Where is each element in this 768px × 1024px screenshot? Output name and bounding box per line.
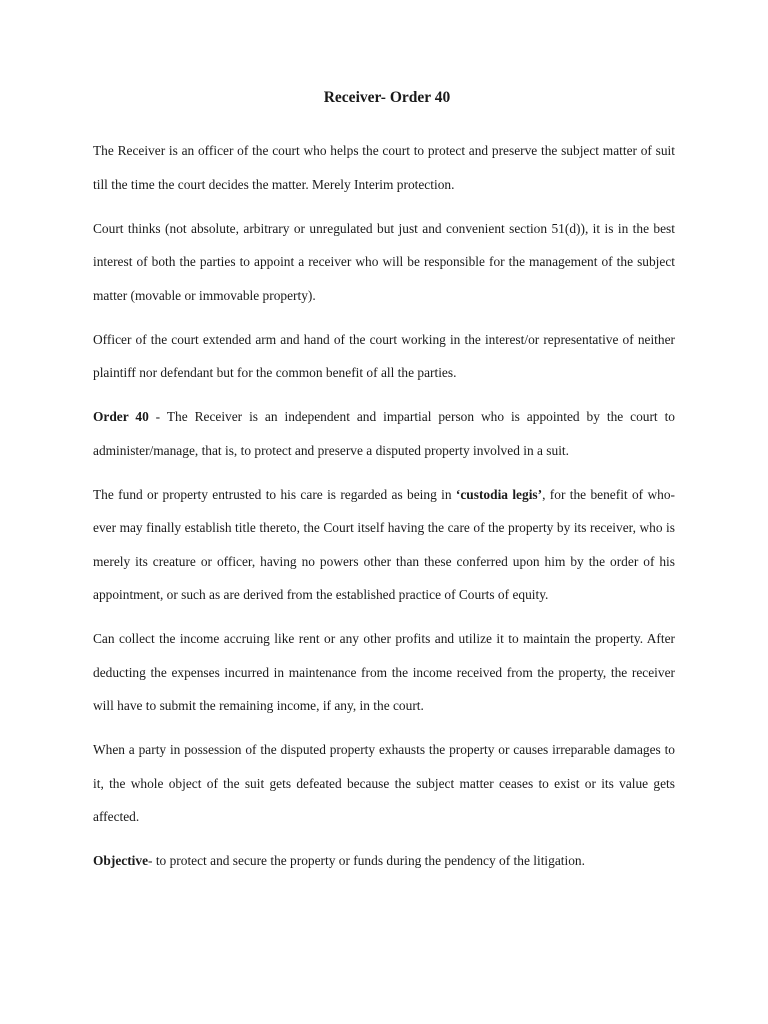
custodia-legis-term: ‘custodia legis’ [455,486,543,502]
custodia-legis-before: The fund or property entrusted to his care is regarded as being in [93,486,456,502]
paragraph-custodia-legis [93,478,675,612]
paragraph-court-thinks: Court thinks (not absolute, arbitrary or unregulated but just and convenient section 51(d)), it is in the best interest of both the parties to appoint a receiver who will be responsible for the management of the subject matter (movable or immovable property). [93,220,675,303]
order-40-label: Order 40 [93,409,149,424]
paragraph-collect-income: Can collect the income accruing like rent or any other profits and utilize it to maintain the property. After deducting the expenses incurred in maintenance from the income received from the property, the receiver will have to submit the remaining income, if any, in the court. [93,631,675,713]
document-page [93,88,675,878]
paragraph-disputed-property: When a party in possession of the disputed property exhausts the property or causes irreparable damages to it, the whole object of the suit gets defeated because the subject matter ceases to exist or its value gets affected. [93,742,675,824]
objective-text: - to protect and secure the property or funds during the pendency of the litigation. [148,853,585,868]
paragraph-objective [93,844,675,878]
custodia-legis-after: , for the benefit of who-ever may finally establish title thereto, the Court itself having the care of the property by its receiver, who is merely its creature or officer, having no powers other than these conferred upon him by the order of his appointment, or such as are derived from the established practice of Courts of equity. [93,486,676,602]
paragraph-officer-of-court: Officer of the court extended arm and hand of the court working in the interest/or representative of neither plaintiff nor defendant but for the common benefit of all the parties. [93,331,675,380]
paragraph-order-40 [93,400,675,467]
document-title: Receiver- Order 40 [323,89,451,106]
paragraph-receiver-definition: The Receiver is an officer of the court who helps the court to protect and preserve the subject matter of suit till the time the court decides the matter. Merely Interim protection. [93,143,675,192]
order-40-text: - The Receiver is an independent and impartial person who is appointed by the court to administer/manage, that is, to protect and preserve a disputed property involved in a suit. [93,409,675,458]
objective-label: Objective [93,853,149,868]
